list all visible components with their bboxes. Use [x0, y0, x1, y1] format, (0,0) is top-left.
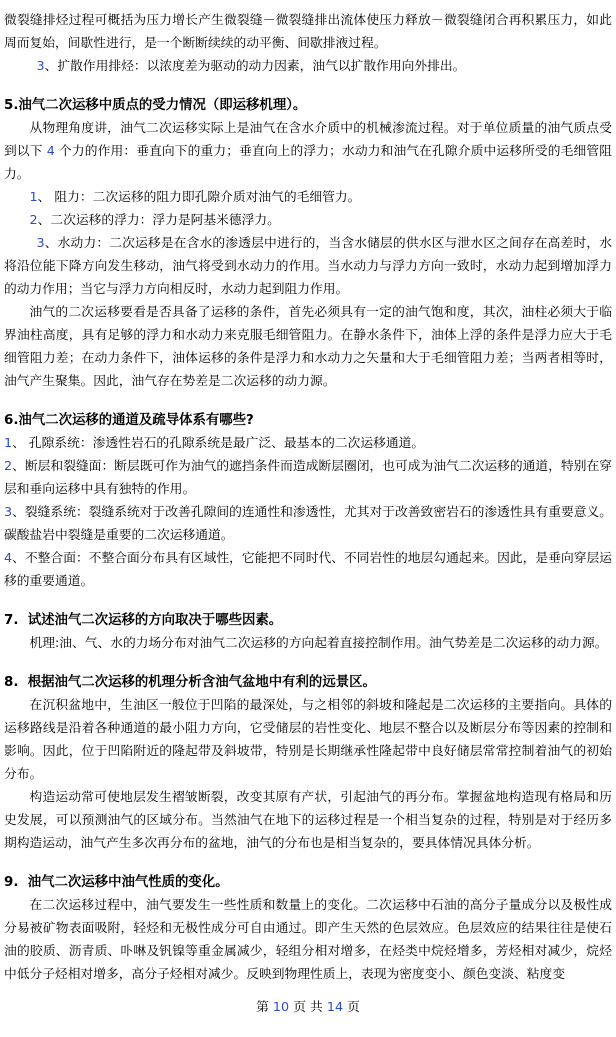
paragraph-direction-mechanism: 机理:油、气、水的力场分布对油气二次运移的方向起着直接控制作用。油气势差是二次运移的动力源。 — [29, 636, 608, 651]
page-footer: 第 10 页 共 14 页 — [256, 1000, 360, 1015]
paragraph-buoyancy: 2、二次运移的浮力：浮力是阿基米德浮力。 — [29, 213, 280, 228]
paragraph-migration-conditions: 油气的二次运移要看是否具备了运移的条件，首先必须具有一定的油气饱和度，其次，油柱必须大于临界油柱高度，具有足够的浮力和水动力来克服毛细管阻力。在静水条件下，油体上浮的条件是浮力应大于毛细管阻力差；在动力条件下，油体运移的条件是浮力和水动力之矢量和大于毛细管阻力差；当两者相等时，油气产生聚集。因此，油气存在势差是二次运移的动力源。 — [4, 305, 612, 389]
paragraph-pore-system: 1、 孔隙系统：渗透性岩石的孔隙系统是最广泛、最基本的二次运移通道。 — [4, 436, 425, 451]
paragraph-fault-fracture-surface: 2、断层和裂缝面：断层既可作为油气的遮挡条件而造成断层圈闭，也可成为油气二次运移的通道，特别在穿层和垂向运移中具有独特的作用。 — [4, 459, 612, 497]
section-heading-8: 8. 根据油气二次运移的机理分析含油气盆地中有利的远景区。 — [4, 675, 376, 690]
paragraph-tectonic-redistribution: 构造运动常可使地层发生褶皱断裂，改变其原有产状，引起油气的再分布。掌握盆地构造现有格局和历史发展，可以预测油气的区域分布。当然油气在地下的运移过程是一个相当复杂的过程，特别是对于经历多期构造运动，油气产生多次再分布的盆地，油气的分布也是相当复杂的，要具体情况具体分析。 — [4, 790, 612, 851]
paragraph-resistance: 1、 阻力：二次运移的阻力即孔隙介质对油气的毛细管力。 — [29, 190, 361, 205]
section-heading-7: 7. 试述油气二次运移的方向取决于哪些因素。 — [4, 613, 283, 628]
paragraph-mechanics-overview: 从物理角度讲，油气二次运移实际上是油气在含水介质中的机械渗流过程。对于单位质量的油气质点受到以下 4 个力的作用：垂直向下的重力；垂直向上的浮力；水动力和油气在孔隙介质中运移所受的毛细管阻力。 — [4, 121, 612, 182]
paragraph-hydrodynamics: 3、水动力：二次运移是在含水的渗透层中进行的，当含水储层的供水区与泄水区之间存在高差时，水将沿位能下降方向发生移动，油气将受到水动力的作用。当水动力与浮力方向一致时，水动力起到增加浮力的动力作用；当它与浮力方向相反时，水动力起到阻力作用。 — [4, 236, 612, 297]
section-heading-6: 6.油气二次运移的通道及疏导体系有哪些? — [4, 413, 254, 428]
paragraph-fracture-system: 3、裂缝系统：裂缝系统对于改善孔隙间的连通性和渗透性，尤其对于改善致密岩石的渗透性具有重要意义。碳酸盐岩中裂缝是重要的二次运移通道。 — [4, 505, 612, 543]
paragraph-basin-prospects: 在沉积盆地中，生油区一般位于凹陷的最深处，与之相邻的斜坡和隆起是二次运移的主要指向。具体的运移路线是沿着各种通道的最小阻力方向，它受储层的岩性变化、地层不整合以及断层分布等因素的控制和影响。因此，位于凹陷附近的隆起带及斜坡带，特别是长期继承性隆起带中良好储层常常控制着油气的初始分布。 — [4, 698, 612, 782]
paragraph-property-changes: 在二次运移过程中，油气要发生一些性质和数量上的变化。二次运移中石油的高分子量成分以及极性成分易被矿物表面吸附，轻烃和无极性成分可自由通过。即产生天然的色层效应。色层效应的结果往往是使石油的胶质、沥青质、卟啉及钒镍等重金属减少，轻组分相对增多，在烃类中烷烃增多，芳烃相对减少，烷烃中低分子烃相对增多，高分子烃相对减少。反映到物理性质上，表现为密度变小、颜色变淡、粘度变 — [4, 898, 612, 982]
section-heading-9: 9. 油气二次运移中油气性质的变化。 — [4, 875, 229, 890]
section-heading-5: 5.油气二次运移中质点的受力情况（即运移机理）。 — [4, 98, 307, 113]
paragraph-unconformity: 4、不整合面：不整合面分布具有区域性，它能把不同时代、不同岩性的地层勾通起来。因此，是垂向穿层运移的重要通道。 — [4, 551, 612, 589]
paragraph-diffusion-expulsion: 3、扩散作用排烃：以浓度差为驱动的动力因素，油气以扩散作用向外排出。 — [36, 59, 466, 74]
paragraph-microfracture-expulsion: 微裂缝排烃过程可概括为压力增长产生微裂缝－微裂缝排出流体使压力释放－微裂缝闭合再积累压力，如此周而复始，间歇性进行，是一个断断续续的动平衡、间歇排液过程。 — [4, 13, 612, 51]
